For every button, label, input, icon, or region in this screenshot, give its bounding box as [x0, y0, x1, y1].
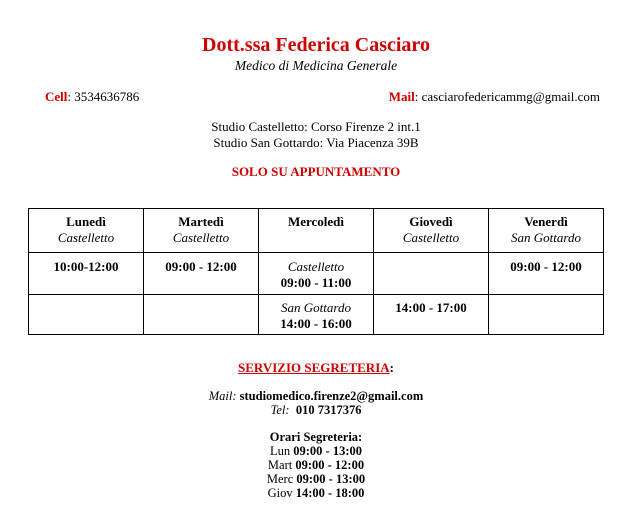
schedule-cell: [374, 253, 489, 295]
schedule-cell: [489, 295, 604, 335]
schedule-cell: San Gottardo 14:00 - 16:00: [259, 295, 374, 335]
address-castelletto: Studio Castelletto: Corso Firenze 2 int.1: [211, 119, 421, 134]
schedule-cell: [144, 295, 259, 335]
hours-row: Giov 14:00 - 18:00: [267, 486, 365, 500]
header-day: Venerdì San Gottardo: [489, 209, 604, 253]
hours-title: Orari Segreteria:: [269, 430, 363, 444]
mail-label: Mail: [388, 89, 415, 104]
hours-row: Lun 09:00 - 13:00: [269, 444, 362, 458]
mail-address: : casciarofedericammg@gmail.com: [414, 89, 600, 104]
header-day: Giovedì Castelletto: [374, 209, 489, 253]
hours-row: Mart 09:00 - 12:00: [267, 458, 365, 472]
schedule-table: [28, 208, 604, 335]
schedule-row: [29, 295, 604, 335]
address-san-gottardo: Studio San Gottardo: Via Piacenza 39B: [213, 134, 419, 150]
appointment-note: SOLO SU APPUNTAMENTO: [231, 164, 401, 179]
schedule-cell: 14:00 - 17:00: [374, 295, 489, 335]
schedule-cell: 09:00 - 12:00: [144, 253, 259, 295]
contact-row: [45, 89, 600, 105]
service-mail: Mail: studiomedico.firenze2@gmail.com: [208, 389, 424, 403]
schedule-cell: Castelletto 09:00 - 11:00: [259, 253, 374, 295]
doctor-role: Medico di Medicina Generale: [234, 58, 398, 73]
schedule-header-row: [29, 209, 604, 253]
service-title: SERVIZIO SEGRETERIA:: [238, 360, 394, 375]
schedule-cell: 10:00-12:00: [29, 253, 144, 295]
studio-addresses: [0, 119, 632, 150]
schedule-row: [29, 253, 604, 295]
header-day: Martedì Castelletto: [144, 209, 259, 253]
service-hours: [0, 430, 632, 500]
mail-contact: [389, 89, 600, 105]
doctor-name: Dott.ssa Federica Casciaro: [202, 34, 430, 56]
cell-number: : 3534636786: [67, 89, 140, 104]
header-day: Mercoledì: [259, 209, 374, 253]
header-day: Lunedì Castelletto: [29, 209, 144, 253]
schedule-cell: [29, 295, 144, 335]
service-contacts: [0, 389, 632, 417]
hours-row: Merc 09:00 - 13:00: [266, 472, 366, 486]
service-tel: Tel: 010 7317376: [270, 403, 362, 417]
cell-contact: [45, 89, 139, 105]
cell-label: Cell: [45, 89, 68, 104]
schedule-cell: 09:00 - 12:00: [489, 253, 604, 295]
